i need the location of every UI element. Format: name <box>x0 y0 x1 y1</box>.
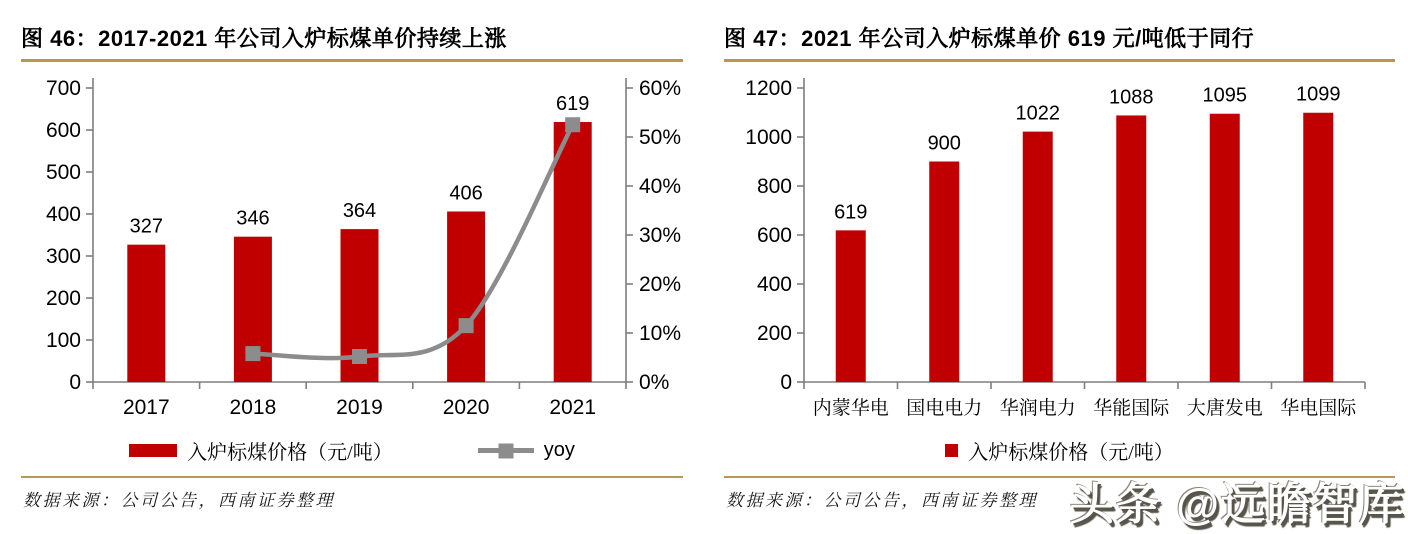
bar-value-label: 1022 <box>1015 102 1060 125</box>
x-category-label: 2017 <box>122 396 170 419</box>
right-y-tick-label: 0% <box>639 371 670 394</box>
y-tick-label: 0 <box>69 371 81 394</box>
yoy-marker <box>352 349 367 364</box>
figure-47-legend <box>724 436 1395 465</box>
figure-46-legend <box>21 436 683 465</box>
bar-内蒙华电 <box>836 230 866 382</box>
right-y-tick-label: 30% <box>639 224 682 247</box>
source-divider <box>21 476 683 478</box>
y-tick-label: 600 <box>756 224 792 247</box>
title-divider <box>21 59 683 62</box>
legend-label-yoy: yoy <box>543 439 575 461</box>
y-tick-label: 500 <box>45 161 81 184</box>
legend-label-price: 入炉标煤价格（元/吨） <box>968 442 1174 464</box>
data-source: 数据来源：公司公告，西南证券整理 <box>23 491 335 510</box>
y-tick-label: 1200 <box>745 77 792 100</box>
figure-46 <box>21 0 683 534</box>
bar-series-swatch <box>129 444 177 457</box>
bar-华电国际 <box>1303 113 1333 382</box>
bar-2017 <box>127 245 165 382</box>
price-yoy-combo-chart <box>21 68 683 430</box>
watermark: 头条 @远瞻智库 <box>1069 480 1405 529</box>
y-tick-label: 700 <box>45 77 81 100</box>
bar-value-label: 327 <box>129 215 163 238</box>
x-category-label: 华电国际 <box>1280 398 1357 419</box>
legend-label-price: 入炉标煤价格（元/吨） <box>187 442 393 464</box>
y-tick-label: 200 <box>45 287 81 310</box>
bar-2020 <box>447 211 485 382</box>
y-tick-label: 600 <box>45 119 81 142</box>
y-tick-label: 300 <box>45 245 81 268</box>
right-y-tick-label: 60% <box>639 77 682 100</box>
y-tick-label: 800 <box>756 175 792 198</box>
y-tick-label: 100 <box>45 329 81 352</box>
right-y-tick-label: 20% <box>639 273 682 296</box>
data-source: 数据来源：公司公告，西南证券整理 <box>726 491 1038 510</box>
y-tick-label: 0 <box>780 371 792 394</box>
title-divider <box>724 59 1395 62</box>
yoy-line <box>253 125 573 358</box>
legend-item-price <box>129 436 393 465</box>
yoy-marker <box>245 346 260 361</box>
bar-value-label: 1088 <box>1109 86 1154 109</box>
right-y-tick-label: 50% <box>639 126 682 149</box>
y-tick-label: 200 <box>756 322 792 345</box>
right-y-tick-label: 40% <box>639 175 682 198</box>
x-category-label: 国电电力 <box>906 398 983 419</box>
x-category-label: 2020 <box>442 396 490 419</box>
x-category-label: 2018 <box>229 396 277 419</box>
bar-value-label: 1099 <box>1296 83 1341 106</box>
y-tick-label: 1000 <box>745 126 792 149</box>
yoy-marker <box>565 117 580 132</box>
bar-大唐发电 <box>1210 114 1240 382</box>
bar-value-label: 364 <box>342 200 377 223</box>
x-category-label: 2021 <box>549 396 597 419</box>
x-category-label: 大唐发电 <box>1186 398 1263 419</box>
bar-2021 <box>554 122 592 382</box>
peer-price-bar-chart <box>724 68 1395 430</box>
line-marker-icon <box>498 443 513 458</box>
bar-value-label: 619 <box>834 201 868 224</box>
legend-item-price <box>945 436 1174 465</box>
figure-47-title: 图 47：2021 年公司入炉标煤单价 619 元/吨低于同行 <box>724 26 1255 51</box>
line-series-swatch <box>478 448 534 453</box>
y-tick-label: 400 <box>45 203 81 226</box>
yoy-marker <box>459 318 474 333</box>
x-category-label: 2019 <box>336 396 383 419</box>
bar-value-label: 1095 <box>1202 84 1247 107</box>
bar-value-label: 346 <box>236 207 270 230</box>
bar-国电电力 <box>929 162 959 383</box>
legend-item-yoy <box>478 439 575 462</box>
y-tick-label: 400 <box>756 273 792 296</box>
bar-华能国际 <box>1116 115 1146 382</box>
bar-华润电力 <box>1023 132 1053 382</box>
figure-46-title: 图 46：2017-2021 年公司入炉标煤单价持续上涨 <box>21 26 507 51</box>
bar-value-label: 619 <box>556 93 590 116</box>
figure-47 <box>724 0 1395 534</box>
right-y-tick-label: 10% <box>639 322 682 345</box>
bar-value-label: 900 <box>927 132 961 155</box>
x-category-label: 内蒙华电 <box>812 398 889 419</box>
bar-value-label: 406 <box>449 182 483 205</box>
x-category-label: 华能国际 <box>1093 398 1170 419</box>
bar-series-swatch <box>945 444 958 457</box>
x-category-label: 华润电力 <box>999 398 1076 419</box>
